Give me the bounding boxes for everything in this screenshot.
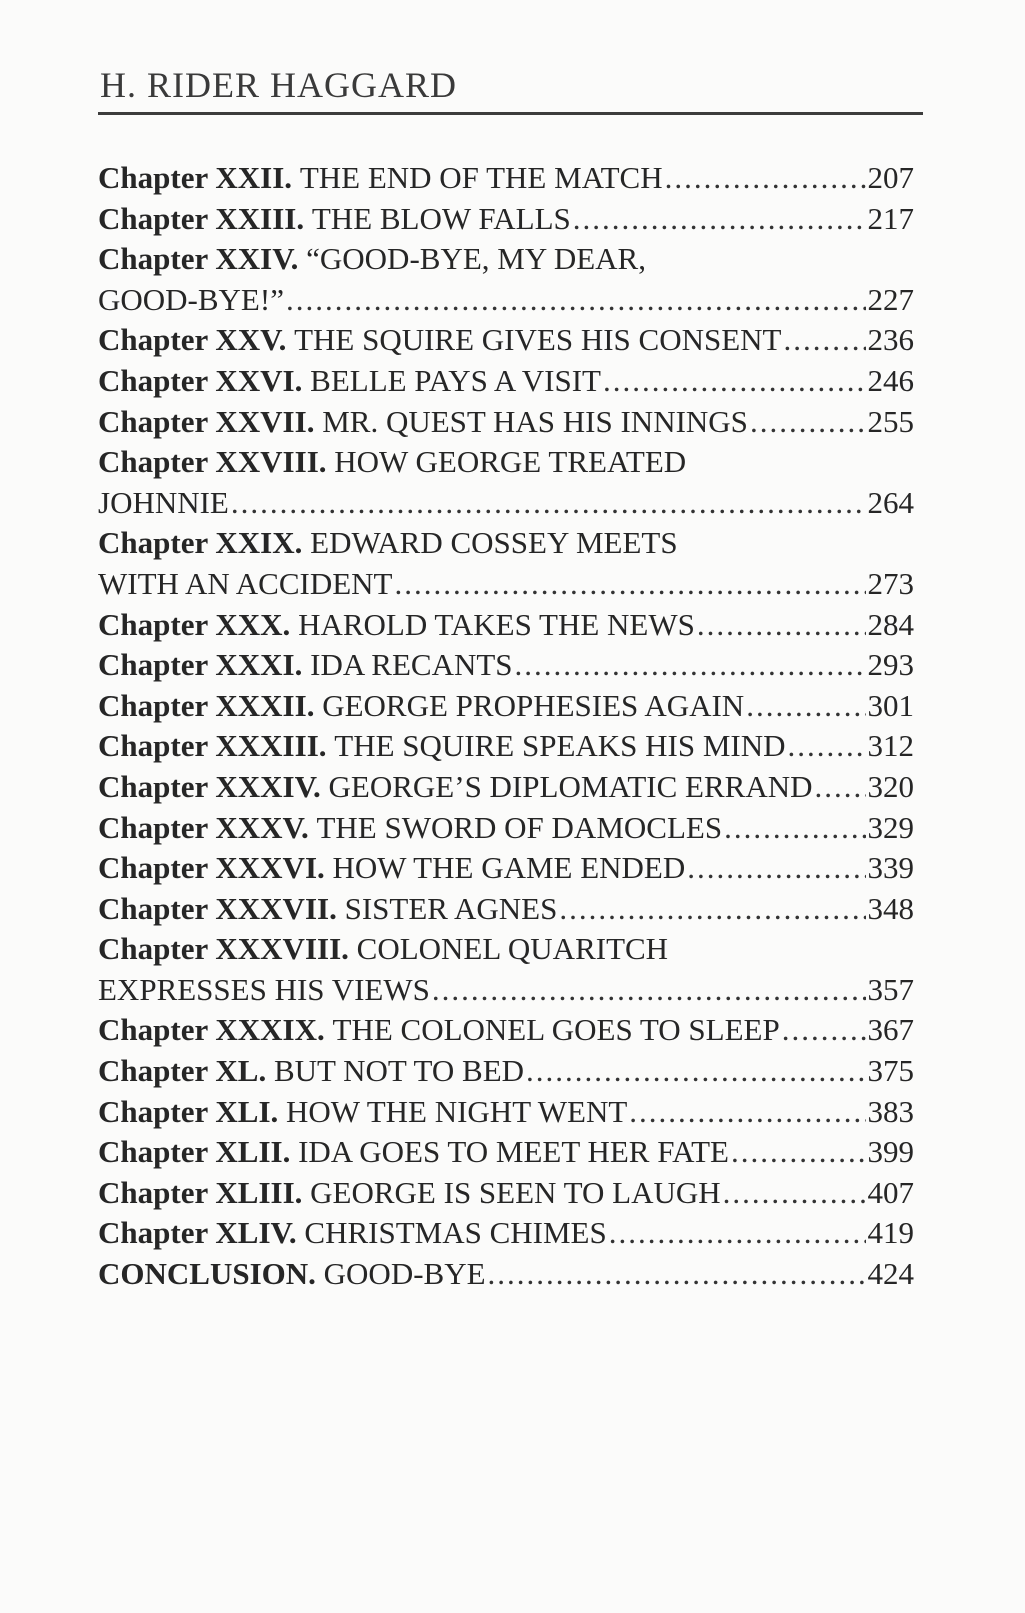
chapter-title: JOHNNIE xyxy=(98,484,229,520)
toc-entry-line xyxy=(98,889,914,930)
page-number: 383 xyxy=(867,1093,914,1129)
dot-leader xyxy=(723,1173,866,1214)
chapter-title: BUT NOT TO BED xyxy=(273,1053,525,1089)
chapter-label: Chapter XXXVI. xyxy=(98,850,325,886)
label-separator xyxy=(321,767,329,808)
label-separator xyxy=(290,1132,298,1173)
chapter-label: Chapter XLII. xyxy=(98,1134,291,1170)
page-number: 284 xyxy=(867,606,914,642)
page-number: 301 xyxy=(867,687,914,723)
label-separator xyxy=(302,1173,310,1214)
dot-leader xyxy=(573,199,866,240)
label-separator xyxy=(302,645,310,686)
toc-entry-line xyxy=(98,483,914,524)
toc-entry-line xyxy=(98,564,914,605)
running-head: H. RIDER HAGGARD xyxy=(100,65,457,105)
page-number: 227 xyxy=(867,281,914,317)
label-separator xyxy=(314,402,322,443)
chapter-label: CONCLUSION. xyxy=(98,1256,316,1292)
toc-entry-line xyxy=(98,320,914,361)
chapter-label: Chapter XXIII. xyxy=(98,200,305,236)
chapter-label: Chapter XLI. xyxy=(98,1093,279,1129)
chapter-label: Chapter XXXVIII. xyxy=(98,931,349,967)
label-separator xyxy=(266,1051,274,1092)
toc-entry-line xyxy=(98,1173,914,1214)
chapter-title: EDWARD COSSEY MEETS xyxy=(310,525,678,561)
chapter-title: GOOD-BYE!” xyxy=(98,281,284,317)
chapter-label: Chapter XXV. xyxy=(98,322,287,358)
label-separator xyxy=(302,523,310,564)
label-separator xyxy=(349,929,357,970)
chapter-label: Chapter XXIV. xyxy=(98,241,299,277)
label-separator xyxy=(325,848,333,889)
header-rule xyxy=(98,112,923,115)
toc-entry-line xyxy=(98,767,914,808)
toc-entry-line xyxy=(98,402,914,443)
dot-leader xyxy=(559,889,865,930)
toc-entry-line xyxy=(98,970,914,1011)
toc-entry-line xyxy=(98,605,914,646)
chapter-title: CHRISTMAS CHIMES xyxy=(304,1215,607,1251)
toc-entry-line xyxy=(98,1132,914,1173)
dot-leader xyxy=(783,320,865,361)
page-number: 367 xyxy=(867,1012,914,1048)
toc-entry-line xyxy=(98,442,914,483)
chapter-title: GEORGE IS SEEN TO LAUGH xyxy=(310,1174,721,1210)
chapter-title: HOW GEORGE TREATED xyxy=(334,444,687,480)
dot-leader xyxy=(526,1051,865,1092)
chapter-title: EXPRESSES HIS VIEWS xyxy=(98,971,430,1007)
page-number: 424 xyxy=(867,1256,914,1292)
toc-entry-line xyxy=(98,1213,914,1254)
chapter-title: MR. QUEST HAS HIS INNINGS xyxy=(322,403,748,439)
label-separator xyxy=(278,1092,286,1133)
dot-leader xyxy=(788,726,866,767)
chapter-title: HAROLD TAKES THE NEWS xyxy=(298,606,695,642)
chapter-title: HOW THE GAME ENDED xyxy=(332,850,686,886)
page-number: 217 xyxy=(867,200,914,236)
chapter-label: Chapter XXXV. xyxy=(98,809,309,845)
toc-entry-line xyxy=(98,929,914,970)
page-number: 348 xyxy=(867,890,914,926)
dot-leader xyxy=(609,1213,866,1254)
chapter-title: THE COLONEL GOES TO SLEEP xyxy=(332,1012,780,1048)
toc-entry-line xyxy=(98,239,914,280)
dot-leader xyxy=(603,361,866,402)
label-separator xyxy=(286,320,294,361)
chapter-label: Chapter XLIV. xyxy=(98,1215,297,1251)
page-number: 312 xyxy=(867,728,914,764)
toc-entry-line xyxy=(98,1010,914,1051)
dot-leader xyxy=(515,645,866,686)
page-number: 419 xyxy=(867,1215,914,1251)
chapter-label: Chapter XXXI. xyxy=(98,647,303,683)
toc-entry-line xyxy=(98,280,914,321)
page-number: 246 xyxy=(867,362,914,398)
label-separator xyxy=(298,239,306,280)
chapter-label: Chapter XXVIII. xyxy=(98,444,327,480)
page-number: 357 xyxy=(867,971,914,1007)
chapter-label: Chapter XXXIV. xyxy=(98,768,321,804)
chapter-title: GOOD-BYE xyxy=(323,1256,486,1292)
dot-leader xyxy=(746,686,865,727)
page-number: 255 xyxy=(867,403,914,439)
page-number: 264 xyxy=(867,484,914,520)
chapter-title: SISTER AGNES xyxy=(344,890,558,926)
chapter-title: IDA RECANTS xyxy=(310,647,513,683)
page-number: 399 xyxy=(867,1134,914,1170)
toc-entry-line xyxy=(98,361,914,402)
chapter-label: Chapter XXXVII. xyxy=(98,890,337,926)
page-number: 375 xyxy=(867,1053,914,1089)
page-number: 273 xyxy=(867,565,914,601)
label-separator xyxy=(292,158,300,199)
chapter-title: THE SQUIRE GIVES HIS CONSENT xyxy=(294,322,782,358)
chapter-label: Chapter XXIX. xyxy=(98,525,303,561)
toc-entry-line xyxy=(98,808,914,849)
label-separator xyxy=(327,726,335,767)
chapter-label: Chapter XXVI. xyxy=(98,362,303,398)
chapter-title: THE SWORD OF DAMOCLES xyxy=(316,809,723,845)
page-number: 407 xyxy=(867,1174,914,1210)
label-separator xyxy=(290,605,298,646)
chapter-title: WITH AN ACCIDENT xyxy=(98,565,393,601)
chapter-title: GEORGE’S DIPLOMATIC ERRAND xyxy=(328,768,813,804)
chapter-title: THE BLOW FALLS xyxy=(311,200,571,236)
chapter-title: THE END OF THE MATCH xyxy=(299,160,663,195)
label-separator xyxy=(297,1213,305,1254)
toc-entry-line xyxy=(98,199,914,240)
label-separator xyxy=(304,199,312,240)
label-separator xyxy=(337,889,345,930)
chapter-title: GEORGE PROPHESIES AGAIN xyxy=(322,687,745,723)
label-separator xyxy=(302,361,310,402)
page-number: 339 xyxy=(867,850,914,886)
dot-leader xyxy=(697,605,866,646)
chapter-title: “GOOD-BYE, MY DEAR, xyxy=(306,241,646,277)
dot-leader xyxy=(286,280,866,321)
table-of-contents xyxy=(98,158,914,1295)
dot-leader xyxy=(724,808,865,849)
label-separator xyxy=(316,1254,324,1295)
dot-leader xyxy=(687,848,865,889)
chapter-label: Chapter XL. xyxy=(98,1053,267,1089)
label-separator xyxy=(327,442,335,483)
chapter-label: Chapter XXVII. xyxy=(98,403,315,439)
chapter-label: Chapter XXXII. xyxy=(98,687,315,723)
toc-entry-line xyxy=(98,645,914,686)
chapter-label: Chapter XLIII. xyxy=(98,1174,303,1210)
chapter-title: THE SQUIRE SPEAKS HIS MIND xyxy=(334,728,786,764)
toc-entry-line xyxy=(98,1051,914,1092)
toc-entry-line xyxy=(98,726,914,767)
label-separator xyxy=(325,1010,333,1051)
chapter-label: Chapter XXXIII. xyxy=(98,728,327,764)
page-number: 293 xyxy=(867,647,914,683)
toc-entry-line xyxy=(98,686,914,727)
dot-leader xyxy=(231,483,866,524)
dot-leader xyxy=(665,158,866,199)
dot-leader xyxy=(432,970,866,1011)
label-separator xyxy=(314,686,322,727)
dot-leader xyxy=(750,402,866,443)
chapter-label: Chapter XXII. xyxy=(98,160,293,195)
toc-entry-line xyxy=(98,848,914,889)
chapter-title: BELLE PAYS A VISIT xyxy=(310,362,601,398)
toc-entry-line xyxy=(98,1254,914,1295)
label-separator xyxy=(309,808,317,849)
chapter-title: IDA GOES TO MEET HER FATE xyxy=(298,1134,729,1170)
page-number: 320 xyxy=(867,768,914,804)
dot-leader xyxy=(394,564,865,605)
dot-leader xyxy=(814,767,865,808)
toc-entry-line xyxy=(98,158,914,199)
page-number: 329 xyxy=(867,809,914,845)
dot-leader xyxy=(629,1092,865,1133)
toc-entry-line xyxy=(98,523,914,564)
chapter-label: Chapter XXXIX. xyxy=(98,1012,325,1048)
chapter-title: HOW THE NIGHT WENT xyxy=(286,1093,628,1129)
toc-entry-line xyxy=(98,1092,914,1133)
page-number: 236 xyxy=(867,322,914,358)
dot-leader xyxy=(488,1254,866,1295)
page-number: 207 xyxy=(867,160,914,195)
dot-leader xyxy=(782,1010,866,1051)
chapter-title: COLONEL QUARITCH xyxy=(356,931,669,967)
dot-leader xyxy=(731,1132,866,1173)
chapter-label: Chapter XXX. xyxy=(98,606,291,642)
